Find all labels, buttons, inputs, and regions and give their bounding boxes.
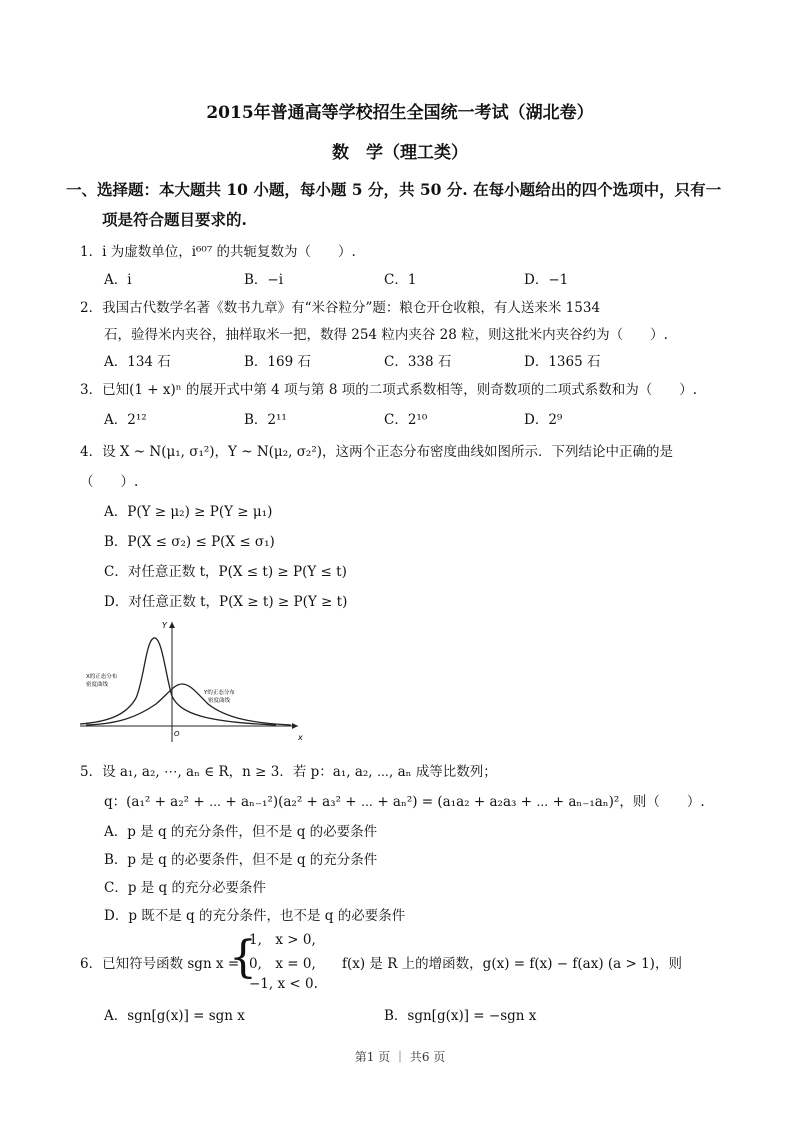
- q1-option-a: A．i: [104, 272, 132, 288]
- q4-stem-line2: （ ）.: [80, 474, 139, 490]
- page-footer: 第1 页 ｜ 共6 页: [354, 1050, 446, 1064]
- q6-option-b: B．sgn[g(x)] = −sgn x: [384, 1008, 537, 1024]
- q1-stem: 1．i 为虚数单位，i⁶⁰⁷ 的共轭复数为（ ）.: [80, 244, 356, 260]
- q5-option-a: A．p 是 q 的充分条件，但不是 q 的必要条件: [104, 824, 378, 840]
- q2-option-b: B．169 石: [244, 354, 311, 370]
- x-axis-label: x: [298, 733, 303, 742]
- exam-subtitle: 数 学（理工类）: [332, 143, 468, 163]
- q6-case-1: 1, x > 0,: [249, 932, 316, 948]
- q6-tail: f(x) 是 R 上的增函数，g(x) = f(x) − f(ax) (a > 1)，则: [342, 956, 682, 972]
- x-curve-label-2: 密度曲线: [86, 682, 109, 688]
- q4-option-c: C．对任意正数 t，P(X ≤ t) ≥ P(Y ≤ t): [104, 564, 347, 580]
- q3-option-d: D．2⁹: [524, 412, 563, 428]
- q2-option-c: C．338 石: [384, 354, 452, 370]
- y-density-curve: [86, 684, 291, 725]
- y-axis-arrow: [169, 622, 175, 628]
- q2-option-a: A．134 石: [104, 354, 171, 370]
- q1-option-b: B．−i: [244, 272, 284, 288]
- q6-case-2: 0, x = 0,: [249, 956, 316, 972]
- y-curve-label-2: 密度曲线: [208, 698, 231, 704]
- q5-option-b: B．p 是 q 的必要条件，但不是 q 的充分条件: [104, 852, 378, 868]
- x-density-curve: [80, 638, 276, 725]
- q6-case-3: −1, x < 0.: [249, 976, 318, 992]
- q6-lead: 6．已知符号函数 sgn x =: [80, 956, 240, 972]
- q5-option-c: C．p 是 q 的充分必要条件: [104, 880, 266, 896]
- q1-option-d: D．−1: [524, 272, 569, 288]
- normal-density-figure: [76, 618, 306, 746]
- q3-option-a: A．2¹²: [104, 412, 147, 428]
- q3-stem: 3．已知(1 + x)ⁿ 的展开式中第 4 项与第 8 项的二项式系数相等，则奇数项的二项式系数和为（ ）.: [80, 382, 697, 398]
- origin-label: O: [174, 730, 180, 738]
- q4-option-d: D．对任意正数 t，P(X ≥ t) ≥ P(Y ≥ t): [104, 594, 348, 610]
- section-heading-line1: 一、选择题：本大题共 10 小题，每小题 5 分，共 50 分. 在每小题给出的四个选项中，只有一: [66, 180, 722, 199]
- q1-option-c: C．1: [384, 272, 417, 288]
- q5-option-d: D．p 既不是 q 的充分条件，也不是 q 的必要条件: [104, 908, 406, 924]
- q3-option-b: B．2¹¹: [244, 412, 287, 428]
- x-curve-label-1: X的正态分布: [86, 674, 118, 680]
- q5-stem: 5．设 a₁, a₂, ⋯, aₙ ∈ R，n ≥ 3．若 p：a₁, a₂, ⋯, aₙ 成等比数列；: [80, 764, 497, 780]
- q4-stem-line1: 4．设 X ~ N(μ₁, σ₁²)，Y ~ N(μ₂, σ₂²)，这两个正态分布密度曲线如图所示．下列结论中正确的是: [80, 444, 673, 460]
- q6-option-a: A．sgn[g(x)] = sgn x: [104, 1008, 245, 1024]
- q4-option-b: B．P(X ≤ σ₂) ≤ P(X ≤ σ₁): [104, 534, 275, 550]
- q2-stem-line2: 石，验得米内夹谷，抽样取米一把，数得 254 粒内夹谷 28 粒，则这批米内夹谷约为（ ）.: [104, 327, 668, 343]
- q5-q-statement: q：(a₁² + a₂² + ⋯ + aₙ₋₁²)(a₂² + a₃² + ⋯ + aₙ²) = (a₁a₂ + a₂a₃ + ⋯ + aₙ₋₁aₙ)²，则（ ）.: [104, 794, 705, 810]
- section-heading-line2: 项是符合题目要求的.: [102, 210, 247, 229]
- x-axis-arrow: [292, 723, 298, 729]
- exam-title: 2015年普通高等学校招生全国统一考试（湖北卷）: [206, 103, 594, 123]
- q2-option-d: D．1365 石: [524, 354, 601, 370]
- y-curve-label-1: Y的正态分布: [204, 690, 235, 696]
- q4-option-a: A．P(Y ≥ μ₂) ≥ P(Y ≥ μ₁): [104, 504, 273, 520]
- q3-option-c: C．2¹⁰: [384, 412, 428, 428]
- q6-brace: {: [229, 932, 257, 983]
- q2-stem-line1: 2．我国古代数学名著《数书九章》有“米谷粒分”题：粮仓开仓收粮，有人送来米 1534: [80, 300, 601, 316]
- y-axis-label: Y: [162, 621, 167, 630]
